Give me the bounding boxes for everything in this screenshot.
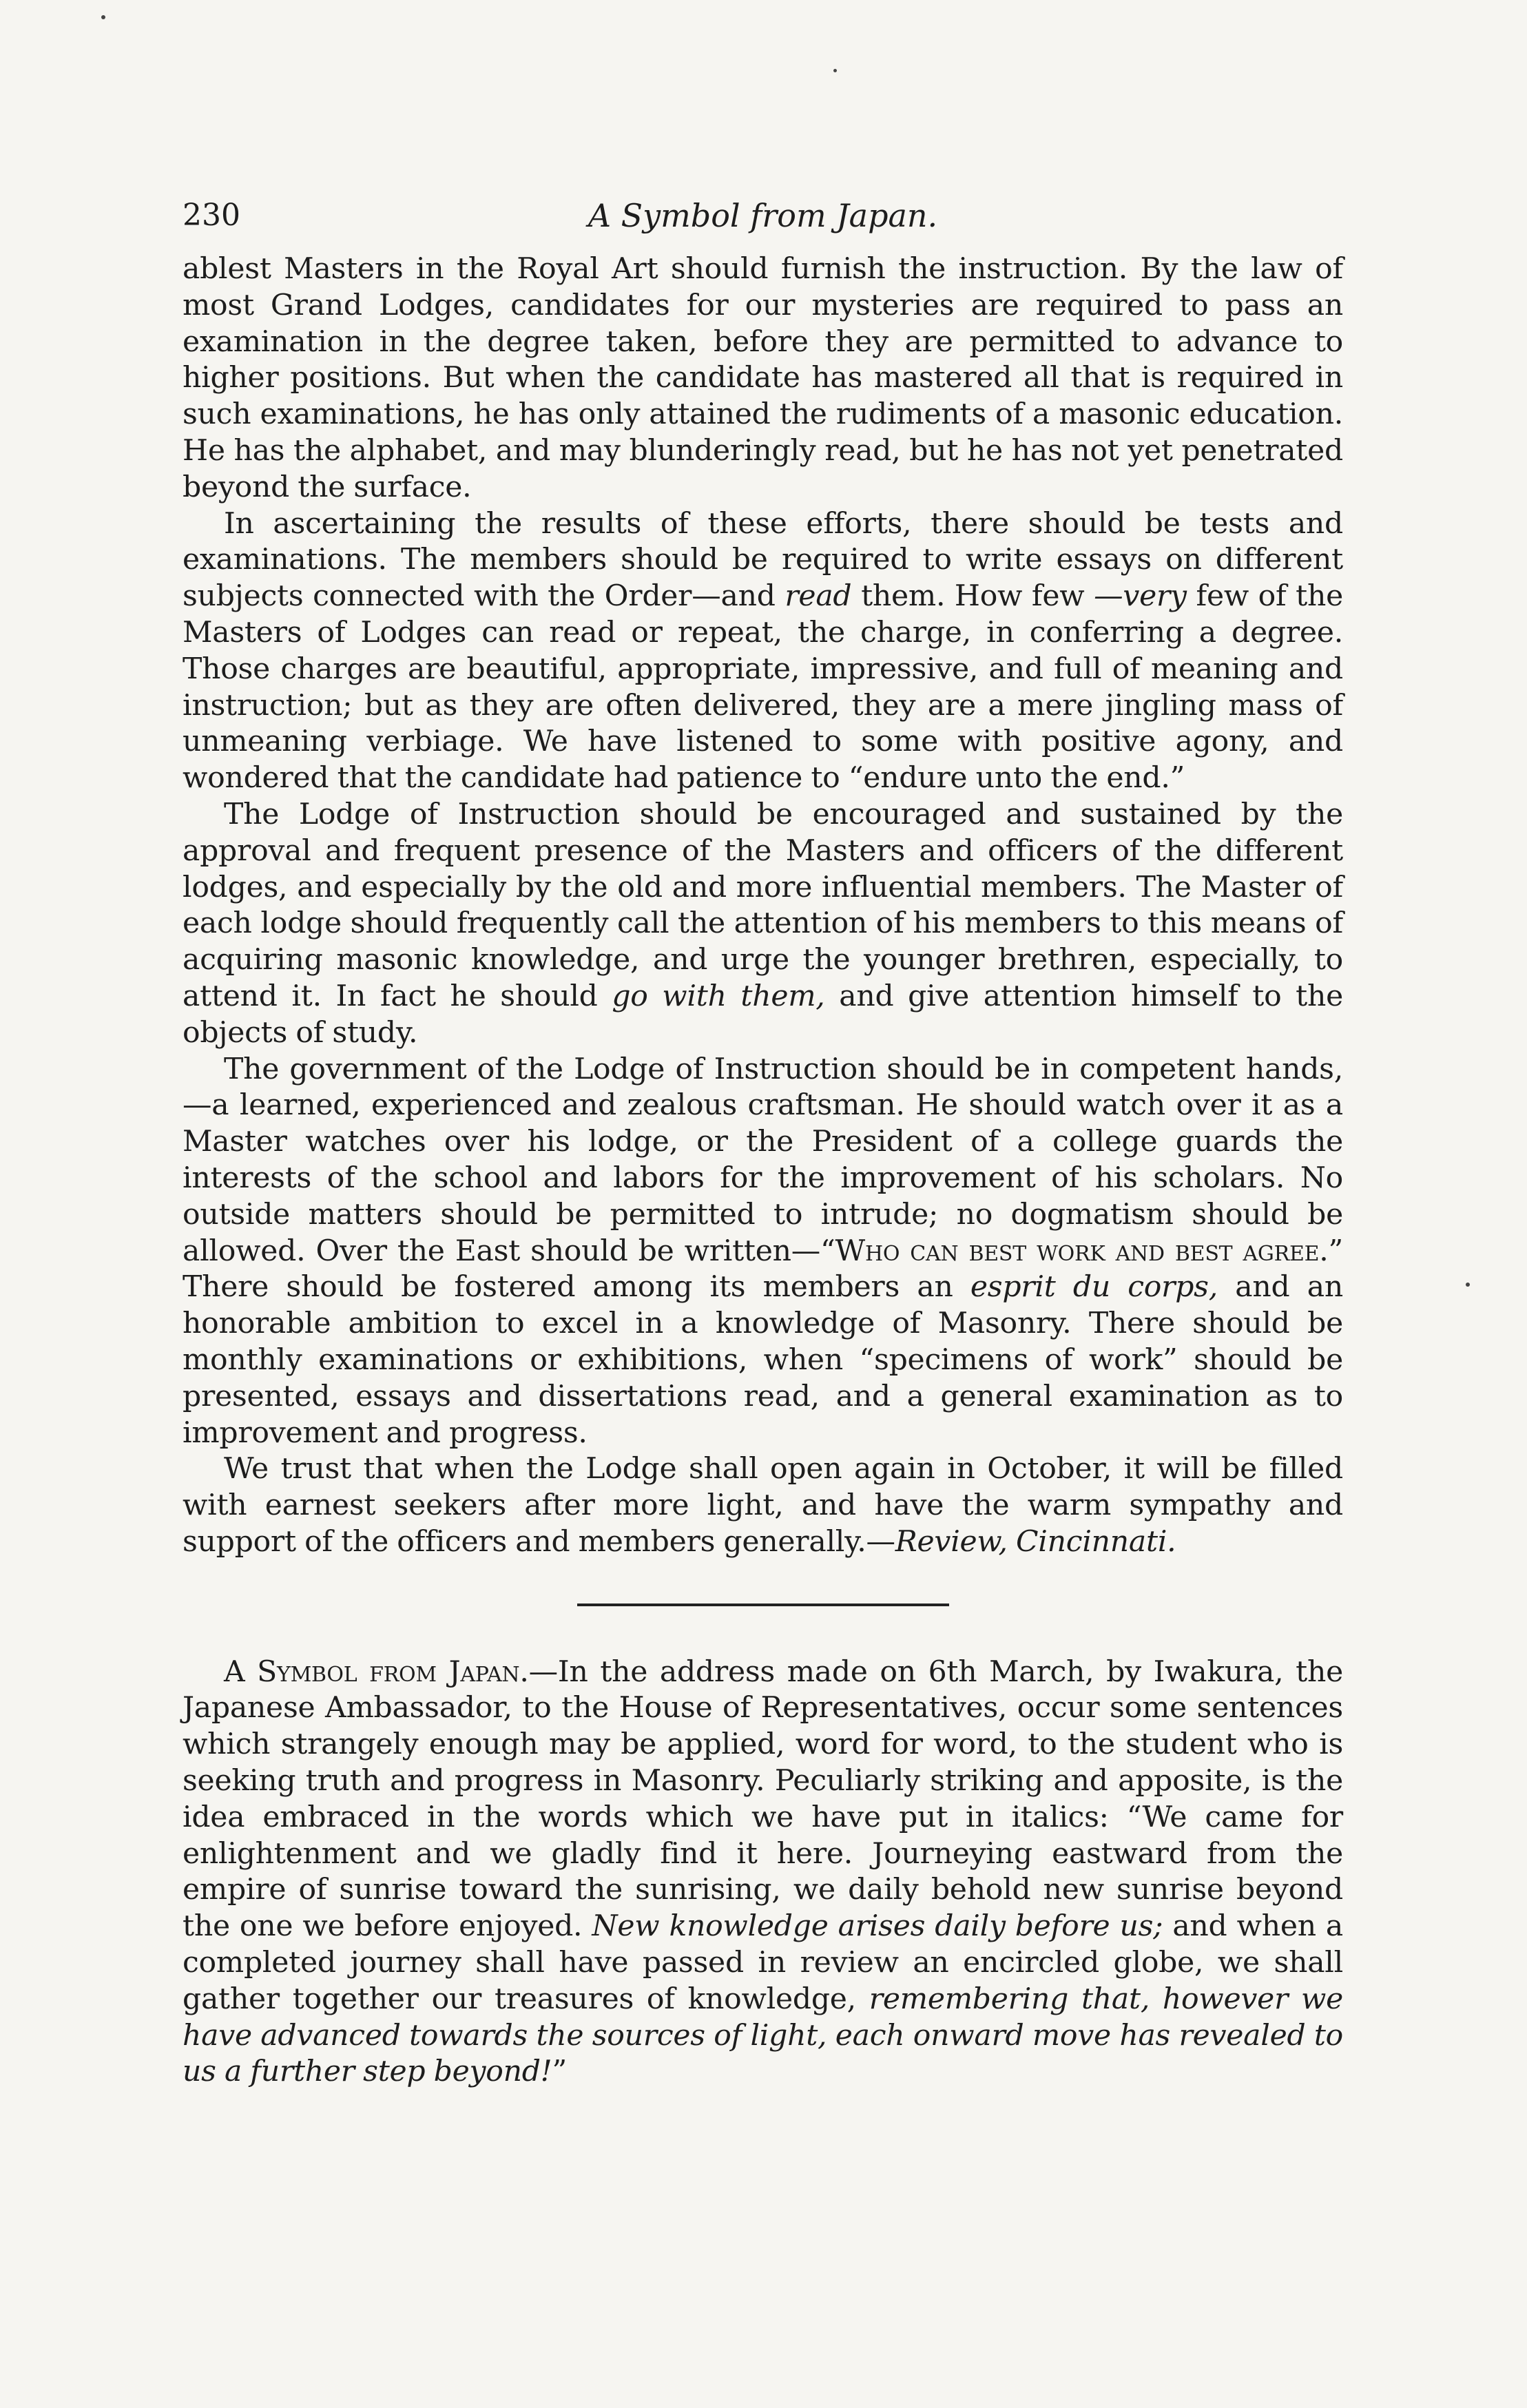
ink-speck (101, 15, 105, 19)
running-title: A Symbol from Japan. (588, 197, 938, 234)
paragraph-lodge-of-instruction: The Lodge of Instruction should be encouraged and sustained by the approval and frequent presence of the Masters and officers of the different lodges, and especially by the old and more influential members. The Master of each lodge should frequently call the attention of his members to this means of acquiring masonic knowledge, and urge the younger brethren, especially, to attend it. In fact he should go with them, and give attention himself to the objects of study. (183, 797, 1344, 1050)
paragraph-symbol-from-japan: A Symbol from Japan.—In the address made on 6th March, by Iwakura, the Japanese Ambassador, to the House of Representatives, occur some sentences which strangely enough may be applied, word for word, to the student who is seeking truth and progress in Masonry. Peculiarly striking and apposite, is the idea embraced in the words which we have put in italics: “We came for enlightenment and we gladly find it here. Journeying eastward from the empire of sunrise toward the sunrising, we daily behold new sunrise beyond the one we before enjoyed. New knowledge arises daily before us; and when a completed journey shall have passed in review an encircled globe, we shall gather together our treasures of knowledge, remembering that, however we have advanced towards the sources of light, each onward move has revealed to us a further step beyond!” (183, 1654, 1344, 2089)
article-heading-small-caps: A Symbol from Japan. (224, 1654, 529, 1689)
ink-speck (1466, 1283, 1470, 1287)
motto-small-caps: Who can best work and best agree. (835, 1234, 1329, 1268)
italic-esprit-du-corps: esprit du corps, (970, 1270, 1218, 1305)
page-number: 230 (183, 198, 240, 233)
paragraph-government: The government of the Lodge of Instruction should be in competent hands,—a learned, experienced and zealous craftsman. He should watch over it as a Master watches over his lodge, or the President of a college guards the interests of the school and labors for the improvement of his scholars. No outside matters should be permitted to intrude; no dogmatism should be allowed. Over the East should be written—“Who can best work and best agree.” There should be fostered among its members an esprit du corps, and an honorable ambition to excel in a knowledge of Masonry. There should be monthly examinations or exhibitions, when “specimens of work” should be presented, essays and dissertations read, and a general examination as to improvement and progress. (183, 1052, 1343, 1450)
paragraph-october: We trust that when the Lodge shall open again in October, it will be filled with earnest seekers after more light, and have the warm sympathy and support of the officers and members generally.—Review, Cincinnati. (183, 1452, 1343, 1559)
italic-remembering: remembering that, however we have advanced towards the sources of light, each onward move has revealed to us a further step beyond! (183, 1982, 1344, 2089)
section-divider (577, 1603, 949, 1606)
italic-read: read (785, 579, 852, 614)
paragraph-tests-examinations: In ascertaining the results of these efforts, there should be tests and examinations. The members should be required to write essays on different subjects connected with the Order—and read them. How few —very few of the Masters of Lodges can read or repeat, the charge, in conferring a degree. Those charges are beautiful, appropriate, impressive, and full of meaning and instruction; but as they are often delivered, they are a mere jingling mass of unmeaning verbiage. We have listened to some with positive agony, and wondered that the candidate had patience to “endure unto the end.” (183, 506, 1344, 796)
page-header (183, 196, 1343, 251)
italic-very: —very (1094, 579, 1187, 614)
italic-new-knowledge: New knowledge arises daily before us; (592, 1909, 1163, 1944)
italic-go-with-them: go with them, (612, 979, 825, 1013)
italic-source-citation: Review, Cincinnati. (895, 1524, 1176, 1559)
paragraph-continuation: ablest Masters in the Royal Art should furnish the instruction. By the law of most Grand Lodges, candidates for our mysteries are required to pass an examination in the degree taken, before they are permitted to advance to higher positions. But when the candidate has mastered all that is required in such examinations, he has only attained the rudiments of a masonic education. He has the alphabet, and may blunderingly read, but he has not yet penetrated beyond the surface. (183, 252, 1343, 504)
ink-speck (833, 69, 837, 72)
book-page (183, 196, 1343, 2090)
